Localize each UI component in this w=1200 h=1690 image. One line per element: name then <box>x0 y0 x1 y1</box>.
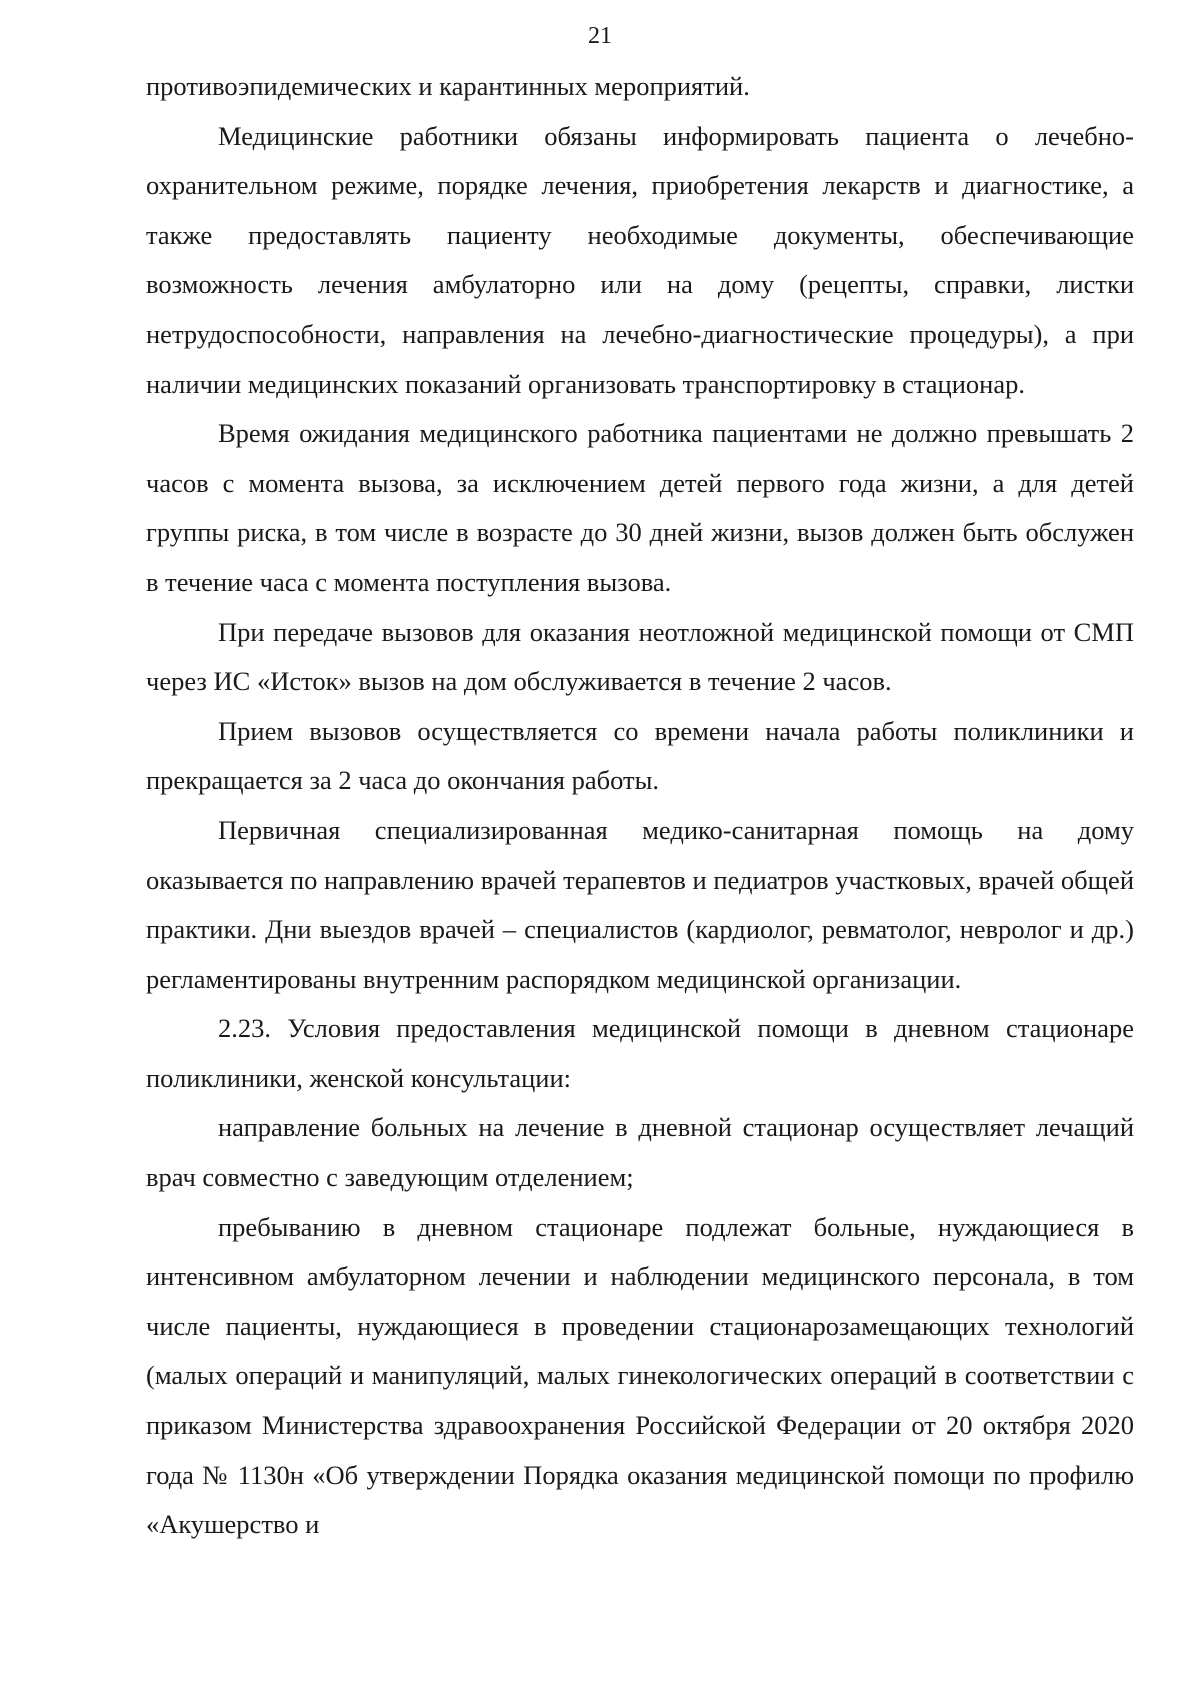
page-number: 21 <box>588 23 612 49</box>
paragraph-day-hospital-stay: пребыванию в дневном стационаре подлежат больные, нуждающиеся в интенсивном амбулаторном лечении и наблюдении медицинского персонала, в том числе пациенты, нуждающиеся в проведении стационарозамещающих технологий (малых операций и манипуляций, малых гинекологических операций в соответствии с приказом Министерства здравоохранения Российской Федерации от 20 октября 2020 года № 1130н «Об утверждении Порядка оказания медицинской помощи по профилю «Акушерство и <box>146 1211 1134 1540</box>
paragraph-referral: направление больных на лечение в дневной стационар осуществляет лечащий врач совместно с заведующим отделением; <box>146 1112 1134 1193</box>
paragraph-call-reception: Прием вызовов осуществляется со времени начала работы поликлиники и прекращается за 2 часа до окончания работы. <box>146 715 1134 796</box>
paragraph-specialized-care: Первичная специализированная медико-санитарная помощь на дому оказывается по направлению врачей терапевтов и педиатров участковых, врачей общей практики. Дни выездов врачей – специалистов (кардиолог, ревматолог, невролог и др.) регламентированы внутренним распорядком медицинской организации. <box>146 814 1134 994</box>
section-heading-2-23: 2.23. Условия предоставления медицинской помощи в дневном стационаре поликлиники, женской консультации: <box>146 1013 1134 1093</box>
paragraph-patient-information: Медицинские работники обязаны информировать пациента о лечебно-охранительном режиме, порядке лечения, приобретения лекарств и диагностике, а также предоставлять пациенту необходимые документы, обеспечивающие возможность лечения амбулаторно или на дому (рецепты, справки, листки нетрудоспособности, направления на лечебно-диагностические процедуры), а при наличии медицинских показаний организовать транспортировку в стационар. <box>146 120 1134 399</box>
paragraph-continuation: противоэпидемических и карантинных мероприятий. <box>146 71 750 101</box>
document-body <box>146 62 1134 1550</box>
paragraph-waiting-time: Время ожидания медицинского работника пациентами не должно превышать 2 часов с момента вызова, за исключением детей первого года жизни, а для детей группы риска, в том числе в возрасте до 30 дней жизни, вызов должен быть обслужен в течение часа с момента поступления вызова. <box>146 418 1134 597</box>
paragraph-call-transfer: При передаче вызовов для оказания неотложной медицинской помощи от СМП через ИС «Исток» вызов на дом обслуживается в течение 2 часов. <box>146 616 1134 697</box>
